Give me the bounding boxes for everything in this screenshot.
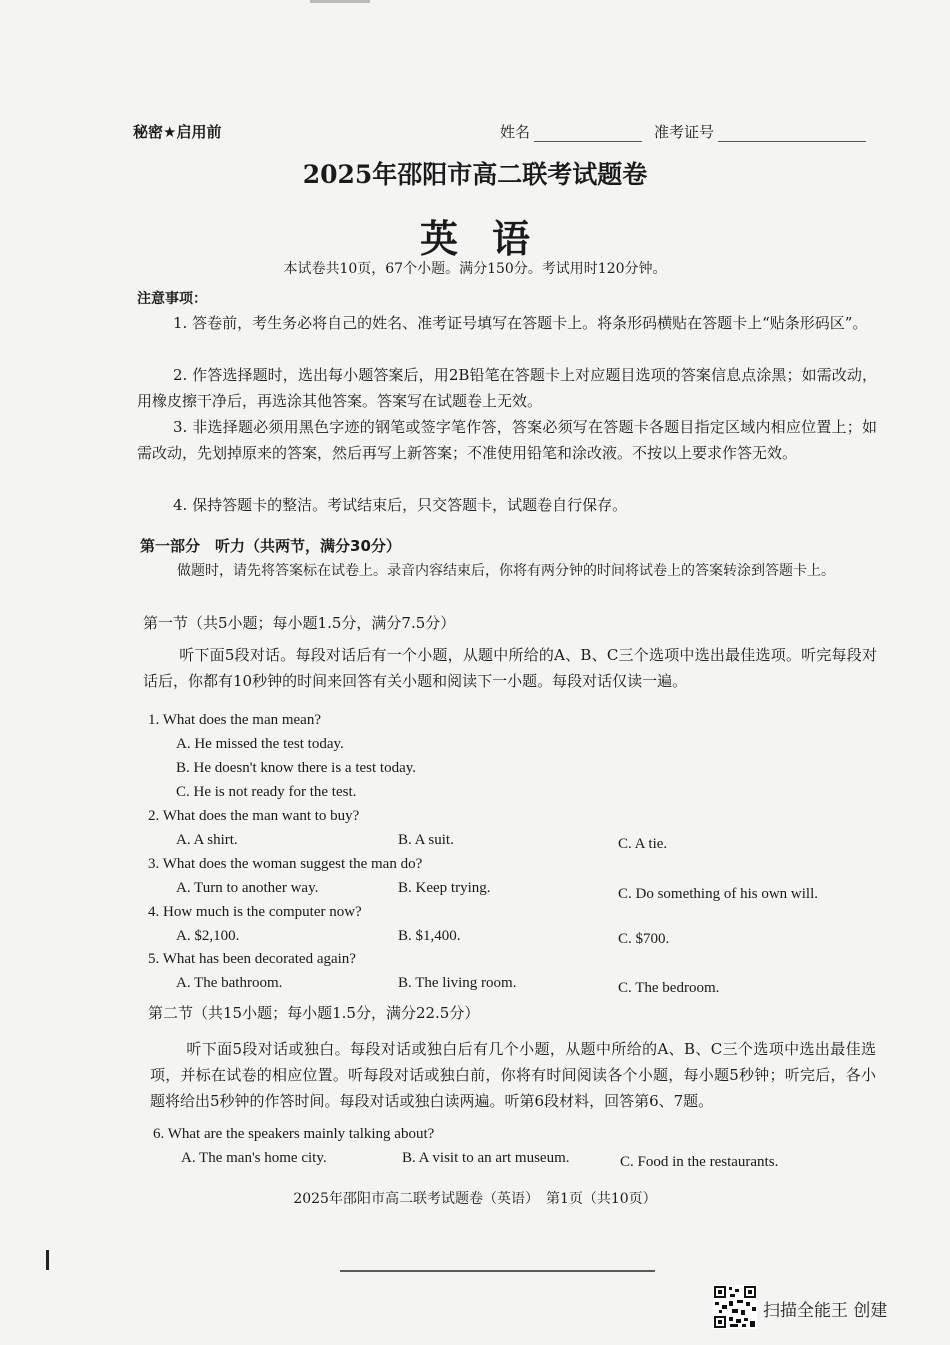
name-blank bbox=[534, 141, 642, 142]
section1-title: 第一节（共5小题；每小题1.5分，满分7.5分） bbox=[143, 614, 456, 632]
q4-option-c: C. $700. bbox=[618, 931, 670, 947]
section2-title: 第二节（共15小题；每小题1.5分，满分22.5分） bbox=[148, 1004, 480, 1022]
q1-option-a: A. He missed the test today. bbox=[176, 736, 344, 752]
note-item: 3. 非选择题必须用黑色字迹的钢笔或签字笔作答，答案必须写在答题卡各题目指定区域内相应位置上；如需改动，先划掉原来的答案，然后再写上新答案；不准使用铅笔和涂改液。不按以上要求作答无效。 bbox=[137, 418, 877, 462]
subject-title: 英语 bbox=[419, 216, 564, 261]
q5-option-c: C. The bedroom. bbox=[618, 980, 720, 996]
q6-option-c: C. Food in the restaurants. bbox=[620, 1154, 779, 1170]
qr-code-icon bbox=[713, 1285, 757, 1329]
exam-title: 2025年邵阳市高二联考试题卷 bbox=[302, 160, 648, 189]
id-field bbox=[654, 121, 866, 142]
q3-option-a: A. Turn to another way. bbox=[176, 880, 319, 896]
question-1: 1. What does the man mean? bbox=[148, 712, 321, 728]
question-4: 4. How much is the computer now? bbox=[148, 904, 362, 920]
exam-meta: 本试卷共10页，67个小题。满分150分。考试用时120分钟。 bbox=[283, 261, 667, 277]
note-item: 1. 答卷前，考生务必将自己的姓名、准考证号填写在答题卡上。将条形码横贴在答题卡上“贴条形码区”。 bbox=[173, 314, 868, 332]
note-item: 4. 保持答题卡的整洁。考试结束后，只交答题卡，试题卷自行保存。 bbox=[173, 496, 628, 514]
q4-option-a: A. $2,100. bbox=[176, 928, 240, 944]
section2-instruction: 听下面5段对话或独白。每段对话或独白后有几个小题，从题中所给的A、B、C三个选项中选出最佳选项，并标在试卷的相应位置。听每段对话或独白前，你将有时间阅读各个小题，每小题5秒钟；听完后，各小题将给出5秒钟的作答时间。每段对话或独白读两遍。听第6段材料，回答第6、7题。 bbox=[150, 1040, 876, 1110]
question-2: 2. What does the man want to buy? bbox=[148, 808, 360, 824]
section1-instruction: 听下面5段对话。每段对话后有一个小题，从题中所给的A、B、C三个选项中选出最佳选项。听完每段对话后，你都有10秒钟的时间来回答有关小题和阅读下一小题。每段对话仅读一遍。 bbox=[143, 646, 877, 690]
q4-option-b: B. $1,400. bbox=[398, 928, 461, 944]
q6-option-b: B. A visit to an art museum. bbox=[402, 1150, 570, 1166]
q3-option-b: B. Keep trying. bbox=[398, 880, 491, 896]
scanner-watermark: 扫描全能王 创建 bbox=[763, 1301, 888, 1321]
name-field bbox=[500, 121, 642, 142]
q5-option-b: B. The living room. bbox=[398, 975, 517, 991]
q1-option-b: B. He doesn't know there is a test today. bbox=[176, 760, 417, 776]
question-3: 3. What does the woman suggest the man do? bbox=[148, 856, 423, 872]
page-footer: 2025年邵阳市高二联考试题卷（英语） 第1页（共10页） bbox=[293, 1191, 657, 1207]
q6-option-a: A. The man's home city. bbox=[181, 1150, 327, 1166]
part1-title: 第一部分 听力（共两节，满分30分） bbox=[140, 537, 401, 555]
notes-title: 注意事项： bbox=[137, 291, 207, 307]
id-blank bbox=[718, 141, 866, 142]
question-6: 6. What are the speakers mainly talking about? bbox=[153, 1126, 435, 1142]
part1-instruction: 做题时，请先将答案标在试卷上。录音内容结束后，你将有两分钟的时间将试卷上的答案转涂到答题卡上。 bbox=[177, 563, 835, 579]
note-item: 2. 作答选择题时，选出每小题答案后，用2B铅笔在答题卡上对应题目选项的答案信息点涂黑；如需改动，用橡皮擦干净后，再选涂其他答案。答案写在试题卷上无效。 bbox=[137, 366, 877, 410]
id-label: 准考证号 bbox=[654, 123, 715, 141]
name-label: 姓名 bbox=[500, 123, 531, 141]
scan-artifact bbox=[310, 0, 370, 3]
q1-option-c: C. He is not ready for the test. bbox=[176, 784, 357, 800]
scan-artifact bbox=[46, 1250, 49, 1270]
secret-label: 秘密★启用前 bbox=[133, 123, 222, 141]
q3-option-c: C. Do something of his own will. bbox=[618, 886, 819, 902]
q5-option-a: A. The bathroom. bbox=[176, 975, 283, 991]
question-5: 5. What has been decorated again? bbox=[148, 951, 356, 967]
q2-option-b: B. A suit. bbox=[398, 832, 454, 848]
q2-option-c: C. A tie. bbox=[618, 836, 668, 852]
scan-artifact bbox=[340, 1270, 655, 1272]
q2-option-a: A. A shirt. bbox=[176, 832, 238, 848]
material-note: 听第6段材料，回答第6、7题。 bbox=[504, 1092, 714, 1110]
